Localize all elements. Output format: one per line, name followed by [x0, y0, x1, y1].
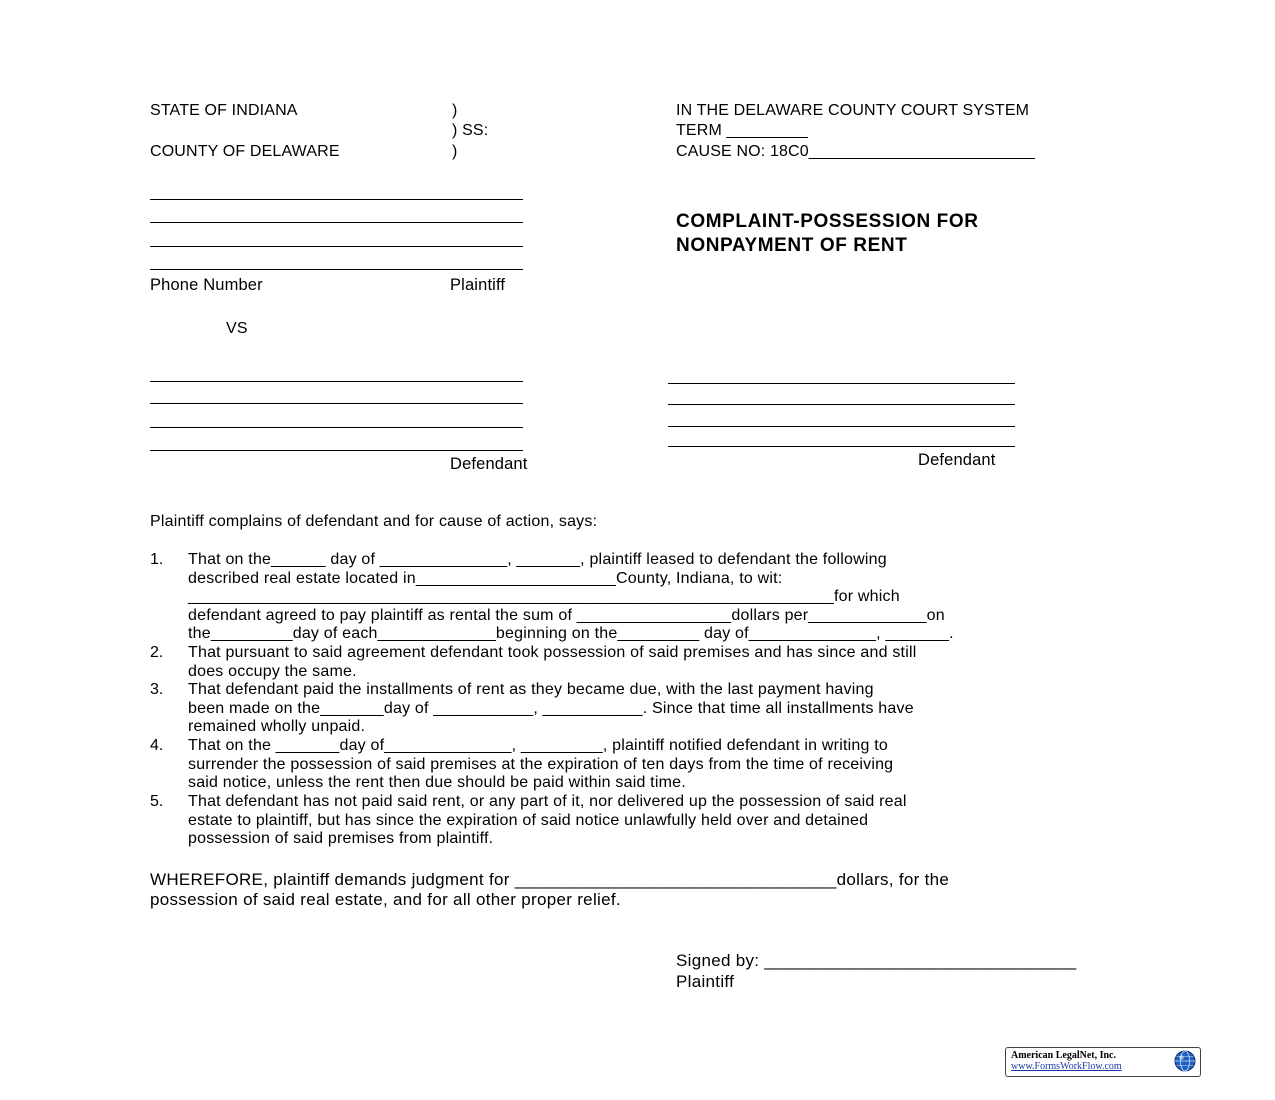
logo-url-link[interactable]: www.FormsWorkFlow.com [1011, 1061, 1122, 1072]
plaintiff-line [150, 222, 523, 223]
defendant-line [668, 383, 1015, 384]
phone-number-label: Phone Number [150, 276, 263, 294]
item-number: 1. [150, 551, 164, 568]
term-field: TERM _________ [676, 122, 808, 139]
defendant-line [668, 446, 1015, 447]
ss-label: ) SS: [452, 122, 489, 139]
item-number: 4. [150, 737, 164, 754]
plaintiff-line [150, 246, 523, 247]
defendant-line [668, 404, 1015, 405]
caption-paren-3: ) [452, 143, 458, 160]
title-line-2: NONPAYMENT OF RENT [676, 235, 908, 256]
plaintiff-line [150, 199, 523, 200]
defendant-line [150, 403, 523, 404]
item-text: That pursuant to said agreement defendant took possession of said premises and has since and still does occupy the same. [188, 644, 917, 680]
defendant-line [150, 427, 523, 428]
document-title [676, 210, 979, 258]
state-label: STATE OF INDIANA [150, 102, 298, 119]
versus-label: VS [226, 320, 248, 337]
wherefore-line-2: possession of said real estate, and for all other proper relief. [150, 890, 621, 909]
signature-role-label: Plaintiff [676, 972, 735, 991]
plaintiff-role-label: Plaintiff [450, 276, 506, 294]
footer-logo [1005, 1047, 1201, 1077]
signed-by-field: Signed by: ________________________________ [676, 951, 1077, 970]
cause-number-field: CAUSE NO: 18C0_________________________ [676, 143, 1036, 160]
globe-icon [1174, 1050, 1196, 1072]
item-text: That defendant paid the installments of rent as they became due, with the last payment having been made on the_______day of ___________, ___________. Since that time all installments have remained wholly unpaid. [188, 681, 914, 736]
item-number: 5. [150, 793, 164, 810]
defendant-line [668, 426, 1015, 427]
item-text: That defendant has not paid said rent, or any part of it, nor delivered up the possession of said real estate to plaintiff, but has since the expiration of said notice unlawfully held over and detained possession of said premises from plaintiff. [188, 793, 907, 848]
item-text: That on the______ day of ______________, _______, plaintiff leased to defendant the following described real estate located in______________________County, Indiana, to wit: _______________________________________________________________________for which defendant agreed to pay plaintiff as rental the sum of _________________dollars per_____________on the_________day of each_____________beginning on the_________ day of______________, _______. [188, 551, 954, 643]
plaintiff-line [150, 269, 523, 270]
item-number: 2. [150, 644, 164, 661]
defendant-role-label-right: Defendant [918, 451, 996, 469]
wherefore-line-1: WHEREFORE, plaintiff demands judgment for _________________________________dollars, for the [150, 870, 950, 889]
county-label: COUNTY OF DELAWARE [150, 143, 340, 160]
item-text: That on the _______day of______________, _________, plaintiff notified defendant in writing to surrender the possession of said premises at the expiration of ten days from the time of receiving said notice, unless the rent then due should be paid within said time. [188, 737, 894, 792]
item-number: 3. [150, 681, 164, 698]
title-line-1: COMPLAINT-POSSESSION FOR [676, 211, 979, 232]
complaint-intro: Plaintiff complains of defendant and for cause of action, says: [150, 513, 598, 530]
court-label: IN THE DELAWARE COUNTY COURT SYSTEM [676, 102, 1030, 119]
caption-paren-1: ) [452, 102, 458, 119]
logo-company-name: American LegalNet, Inc. [1011, 1050, 1116, 1061]
defendant-role-label-left: Defendant [450, 455, 528, 473]
defendant-line [150, 450, 523, 451]
defendant-line [150, 381, 523, 382]
